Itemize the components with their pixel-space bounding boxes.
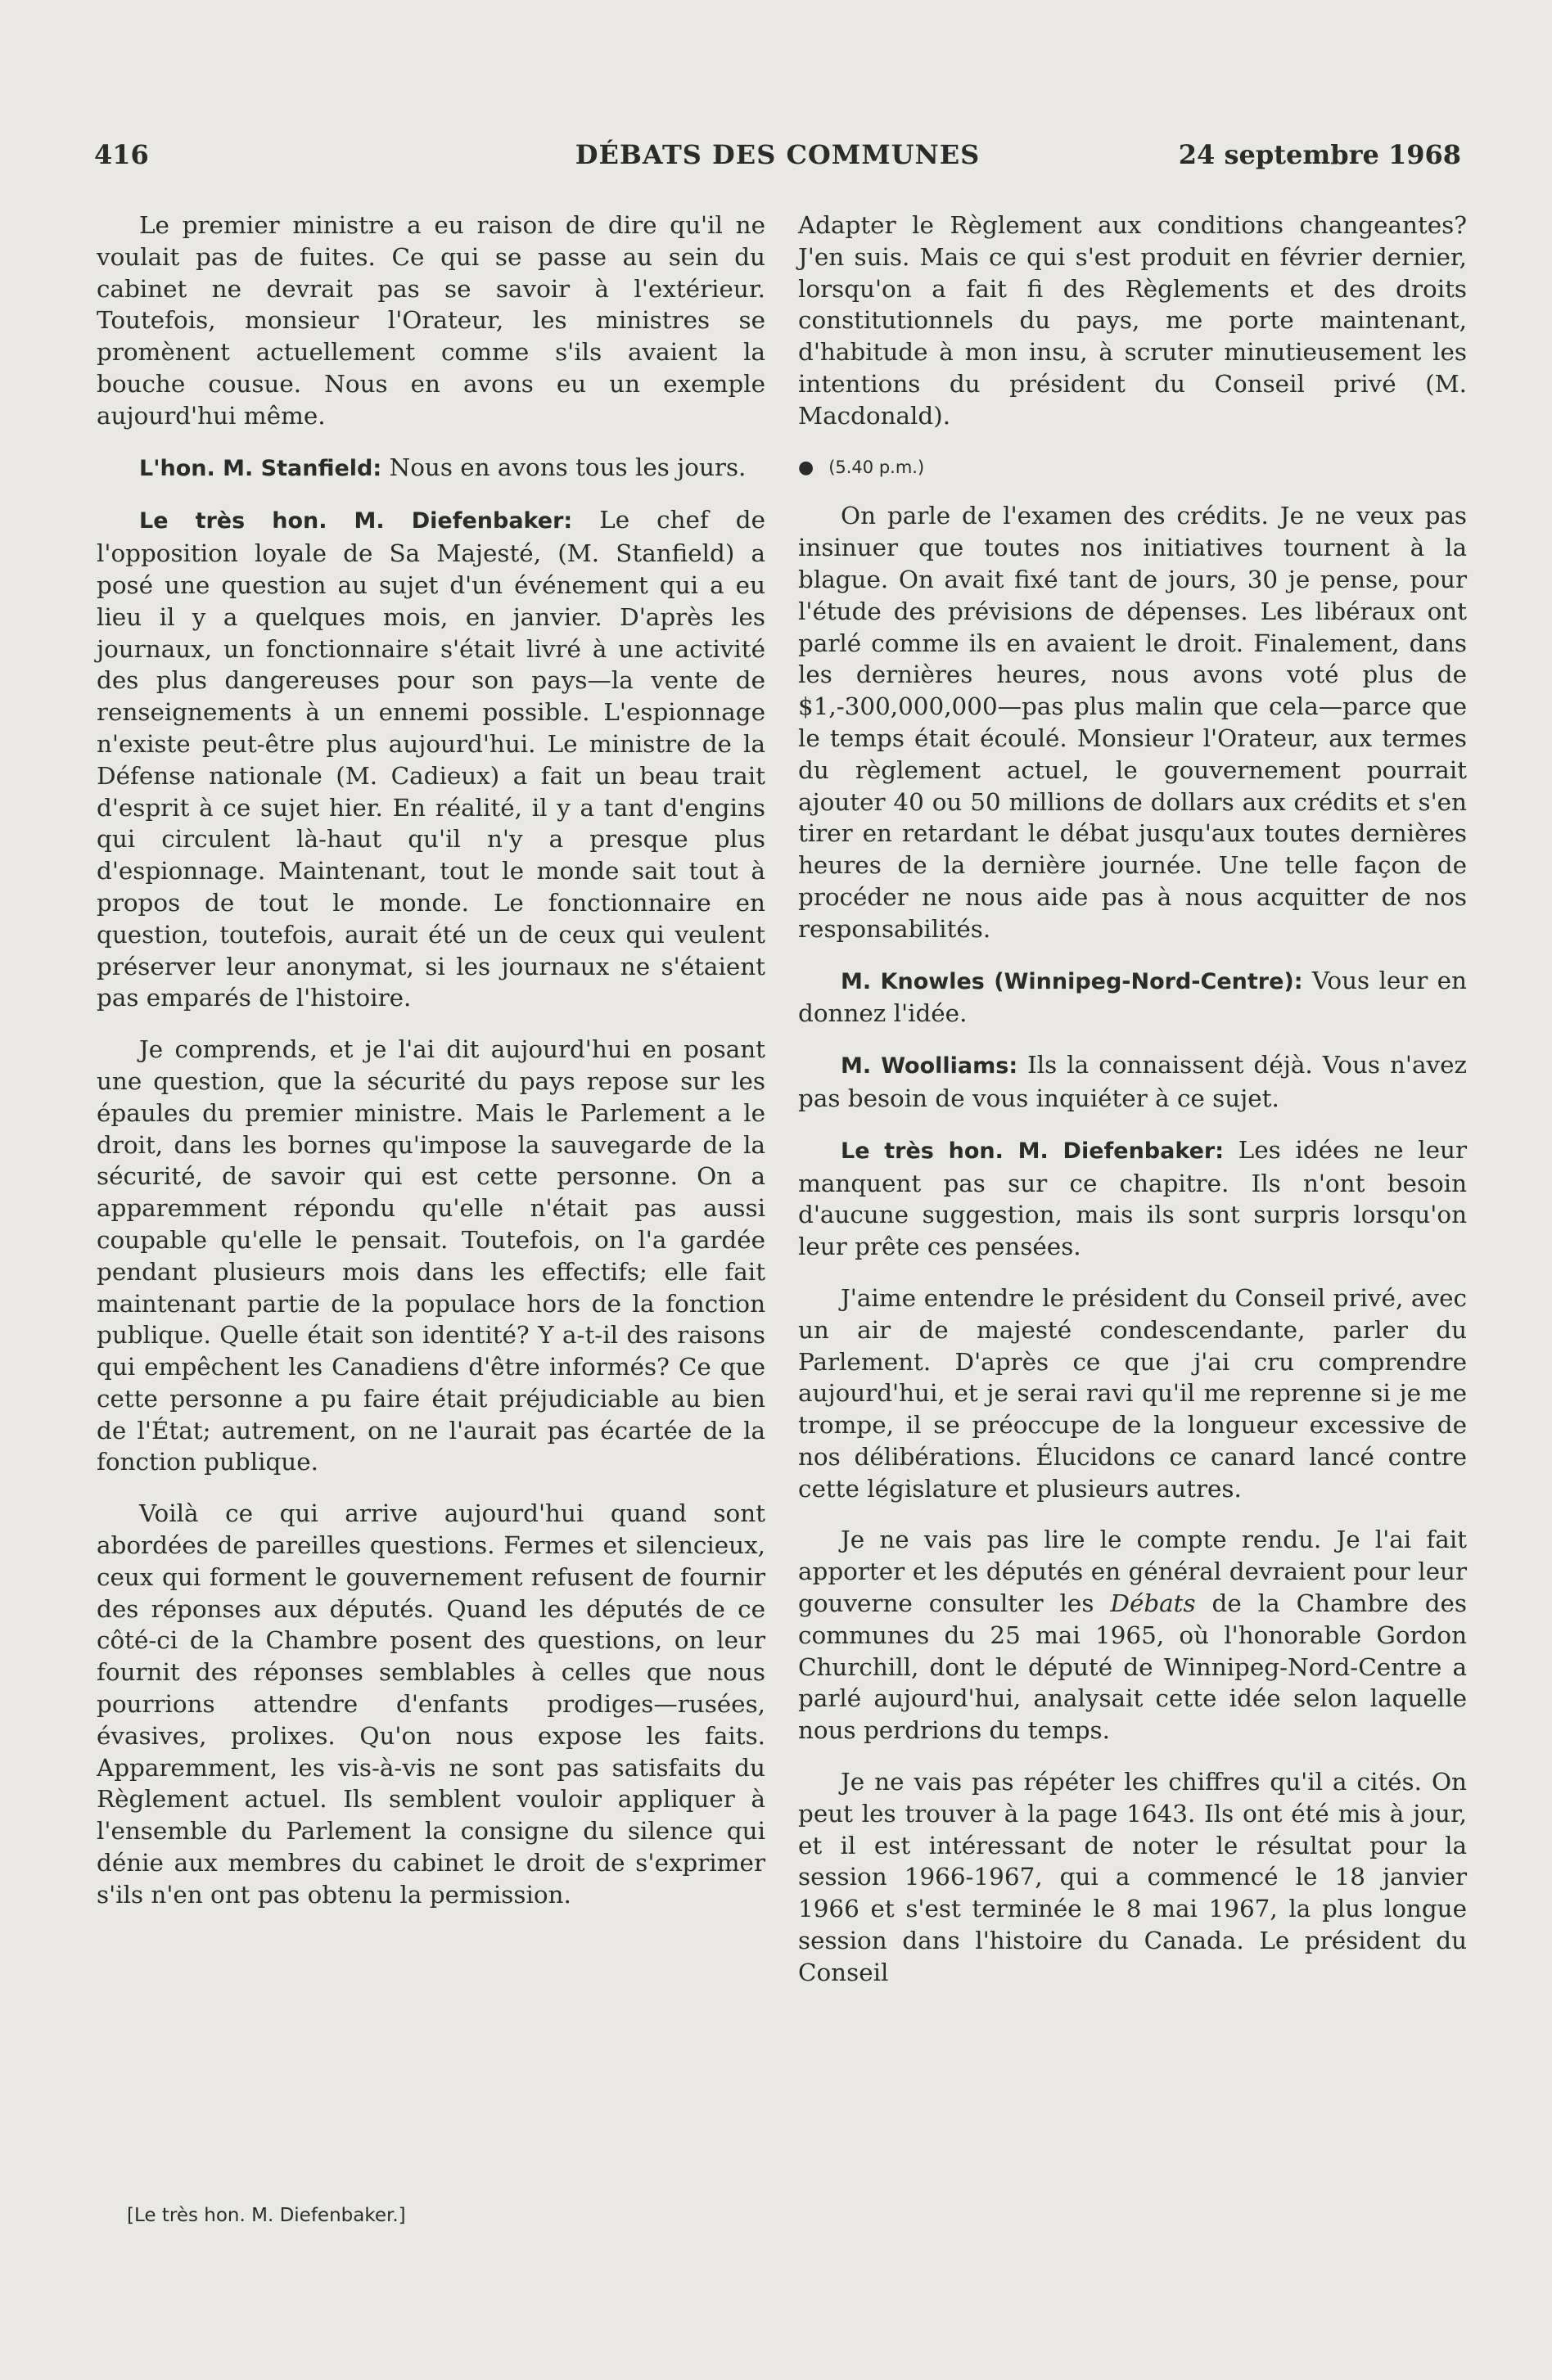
speech-text: Nous en avons tous les jours.	[381, 453, 747, 481]
paragraph	[798, 1134, 1467, 1263]
speech-text: Les idées ne leur manquent pas sur ce chapitre. Ils n'ont besoin d'aucune suggestion, mais ils sont surpris lorsqu'on leur prête ces pensées.	[798, 1135, 1468, 1261]
left-column	[97, 210, 765, 1931]
speaker-name: L'hon. M. Stanfield:	[139, 455, 382, 481]
time-marker	[798, 452, 1467, 485]
page-title: DÉBATS DES COMMUNES	[575, 139, 981, 170]
paragraph	[798, 965, 1467, 1030]
paragraph: J'aime entendre le président du Conseil privé, avec un air de majesté condescendante, parler du Parlement. D'après ce que j'ai cru comprendre aujourd'hui, et je serai ravi qu'il me reprenne si je me trompe, il se préoccupe de la longueur excessive de nos délibérations. Élucidons ce canard lancé contre cette législature et plusieurs autres.	[798, 1283, 1467, 1503]
time-stamp: (5.40 p.m.)	[828, 457, 925, 477]
paragraph: Voilà ce qui arrive aujourd'hui quand sont abordées de pareilles questions. Fermes et silencieux, ceux qui forment le gouvernement refusent de fournir des réponses aux députés. Quand les députés de ce côté-ci de la Chambre posent des questions, on leur fournit des réponses semblables à celles que nous pourrions attendre d'enfants prodiges—rusées, évasives, prolixes. Qu'on nous expose les faits. Apparemment, les vis-à-vis ne sont pas satisfaits du Règlement actuel. Ils semblent vouloir appliquer à l'ensemble du Parlement la consigne du silence qui dénie aux membres du cabinet le droit de s'exprimer s'ils n'en ont pas obtenu la permission.	[97, 1499, 765, 1909]
paragraph: On parle de l'examen des crédits. Je ne veux pas insinuer que toutes nos initiatives tournent à la blague. On avait fixé tant de jours, 30 je pense, pour l'étude des prévisions de dépenses. Les libéraux ont parlé comme ils en avaient le droit. Finalement, dans les dernières heures, nous avons voté plus de $1,-300,000,000—pas plus malin que cela—parce que le temps était écoulé. Monsieur l'Orateur, aux termes du règlement actuel, le gouvernement pourrait ajouter 40 ou 50 millions de dollars aux crédits et s'en tirer en retardant le débat jusqu'aux toutes dernières heures de la dernière journée. Une telle façon de procéder ne nous aide pas à nous acquitter de nos responsabilités.	[798, 502, 1467, 943]
right-column	[798, 210, 1467, 2008]
paragraph	[97, 452, 765, 485]
speech-text: Ils la connaissent déjà. Vous n'avez pas besoin de vous inquiéter à ce sujet.	[798, 1051, 1467, 1112]
bullet-icon: ●	[798, 457, 814, 478]
page-number: 416	[94, 139, 149, 170]
paragraph: Je ne vais pas répéter les chiffres qu'il a cités. On peut les trouver à la page 1643. Ils ont été mis à jour, et il est intéressant de noter le résultat pour la session 1966-1967, qui a commencé le 18 janvier 1966 et s'est terminée le 8 mai 1967, la plus longue session dans l'histoire du Canada. Le président du Conseil	[798, 1768, 1467, 1986]
paragraph: Adapter le Règlement aux conditions changeantes? J'en suis. Mais ce qui s'est produit en février dernier, lorsqu'on a fait fi des Règlements et des droits constitutionnels du pays, me porte maintenant, d'habitude à mon insu, à scruter minutieusement les intentions du président du Conseil privé (M. Macdonald).	[798, 211, 1467, 430]
speaker-name: Le très hon. M. Diefenbaker:	[139, 508, 573, 534]
paragraph: Je comprends, et je l'ai dit aujourd'hui en posant une question, que la sécurité du pays repose sur les épaules du premier ministre. Mais le Parlement a le droit, dans les bornes qu'impose la sauvegarde de la sécurité, de savoir qui est cette personne. On a apparemment répondu qu'elle n'était pas aussi coupable qu'elle le pensait. Toutefois, on l'a gardée pendant plusieurs mois dans les effectifs; elle fait maintenant partie de la populace hors de la fonction publique. Quelle était son identité? Y a-t-il des raisons qui empêchent les Canadiens d'être informés? Ce que cette personne a pu faire était préjudiciable au bien de l'État; autrement, on ne l'aurait pas écartée de la fonction publique.	[97, 1035, 765, 1476]
speech-text: Vous leur en donnez l'idée.	[798, 966, 1467, 1028]
page-header	[94, 139, 1461, 180]
paragraph	[97, 504, 765, 1014]
speaker-footnote: [Le très hon. M. Diefenbaker.]	[127, 2205, 406, 2226]
speech-text: Le chef de l'opposition loyale de Sa Majesté, (M. Stanfield) a posé une question au sujet d'un événement qui a eu lieu il y a quelques mois, en janvier. D'après les journaux, un fonctionnaire s'était livré à une activité des plus dangereuses pour son pays—la vente de renseignements à un ennemi possible. L'espionnage n'existe peut-être plus aujourd'hui. Le ministre de la Défense nationale (M. Cadieux) a fait un beau trait d'esprit à ce sujet hier. En réalité, il y a tant d'engins qui circulent là-haut qu'il n'y a presque plus d'espionnage. Maintenant, tout le monde sait tout à propos de tout le monde. Le fonctionnaire en question, toutefois, aurait été un de ceux qui veulent préserver leur anonymat, si les journaux ne s'étaient pas emparés de l'histoire.	[97, 506, 765, 1012]
speech-text: Je ne vais pas lire le compte rendu. Je l'ai fait apporter et les députés en général devraient pour leur gouverne consulter les	[798, 1526, 1467, 1618]
paragraph	[798, 1524, 1467, 1747]
speech-text: de la Chambre des communes du 25 mai 1965, où l'honorable Gordon Churchill, dont le député de Winnipeg-Nord-Centre a parlé aujourd'hui, analysait cette idée selon laquelle nous perdrions du temps.	[798, 1589, 1467, 1745]
speaker-name: M. Woolliams:	[841, 1053, 1018, 1080]
page-date: 24 septembre 1968	[1178, 139, 1461, 170]
speaker-name: Le très hon. M. Diefenbaker:	[841, 1138, 1225, 1164]
publication-title: Débats	[1110, 1589, 1196, 1618]
paragraph: Le premier ministre a eu raison de dire qu'il ne voulait pas de fuites. Ce qui se passe au sein du cabinet ne devrait pas se savoir à l'extérieur. Toutefois, monsieur l'Orateur, les ministres se promènent actuellement comme s'ils avaient la bouche cousue. Nous en avons eu un exemple aujourd'hui même.	[97, 211, 765, 430]
speaker-name: M. Knowles (Winnipeg-Nord-Centre):	[841, 968, 1303, 994]
paragraph	[798, 1049, 1467, 1115]
